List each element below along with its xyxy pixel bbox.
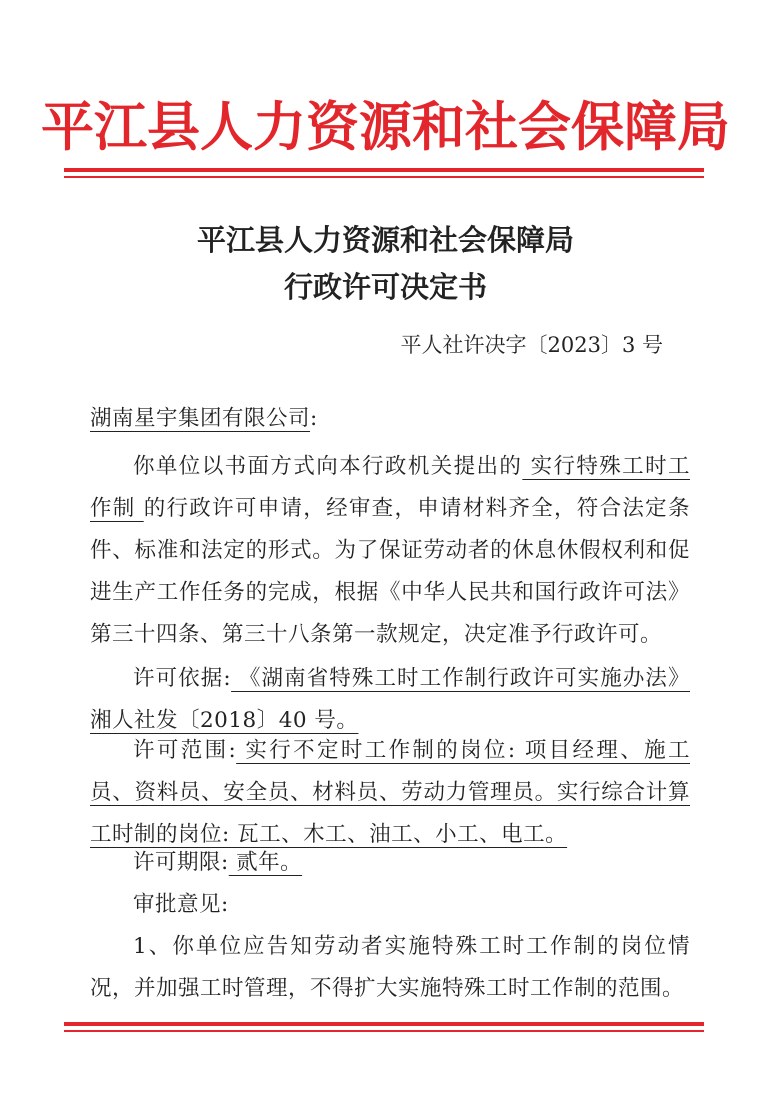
letterhead-rule-thick <box>64 168 704 172</box>
decision-paragraph <box>90 446 690 656</box>
letterhead-rule-thin <box>64 176 704 178</box>
permit-scope-label: 许可范围: <box>133 738 237 763</box>
letterhead-agency-name: 平江县人力资源和社会保障局 <box>41 96 730 158</box>
addressee-name: 湖南星宇集团有限公司 <box>90 406 311 431</box>
decision-paragraph-prefix: 你单位以书面方式向本行政机关提出的 <box>133 454 523 479</box>
permitted-item: 实行特殊工时工作制 <box>90 454 690 521</box>
permit-term-label: 许可期限: <box>133 850 229 875</box>
addressee <box>90 398 690 440</box>
permit-scope <box>90 730 690 856</box>
document-title-line2: 行政许可决定书 <box>283 270 487 304</box>
document-title-line1: 平江县人力资源和社会保障局 <box>196 223 574 257</box>
permit-scope-value: 实行不定时工作制的岗位: 项目经理、施工员、资料员、安全员、材料员、劳动力管理员。实行综合计算工时制的岗位: 瓦工、木工、油工、小工、电工。 <box>90 738 690 847</box>
addressee-colon: : <box>310 406 318 431</box>
permit-basis-label: 许可依据: <box>133 666 232 691</box>
permit-basis-value: 《湖南省特殊工时工作制行政许可实施办法》湘人社发〔2018〕40 号。 <box>90 666 690 733</box>
approval-opinion-label: 审批意见: <box>133 892 229 917</box>
approval-opinion-item-1: 1、你单位应告知劳动者实施特殊工时工作制的岗位情况，并加强工时管理，不得扩大实施特殊工时工作制的范围。 <box>90 934 690 1001</box>
footer-rule-thick <box>64 1022 704 1026</box>
permit-term <box>90 842 690 884</box>
document-number: 平人社许决字〔2023〕3 号 <box>400 333 663 357</box>
footer-rule-thin <box>64 1030 704 1032</box>
decision-paragraph-rest: 的行政许可申请，经审查，申请材料齐全，符合法定条件、标准和法定的形式。为了保证劳动者的休息休假权利和促进生产工作任务的完成，根据《中华人民共和国行政许可法》第三十四条、第三十八条第一款规定，决定准予行政许可。 <box>90 496 690 647</box>
permit-term-value: 贰年。 <box>228 850 303 875</box>
